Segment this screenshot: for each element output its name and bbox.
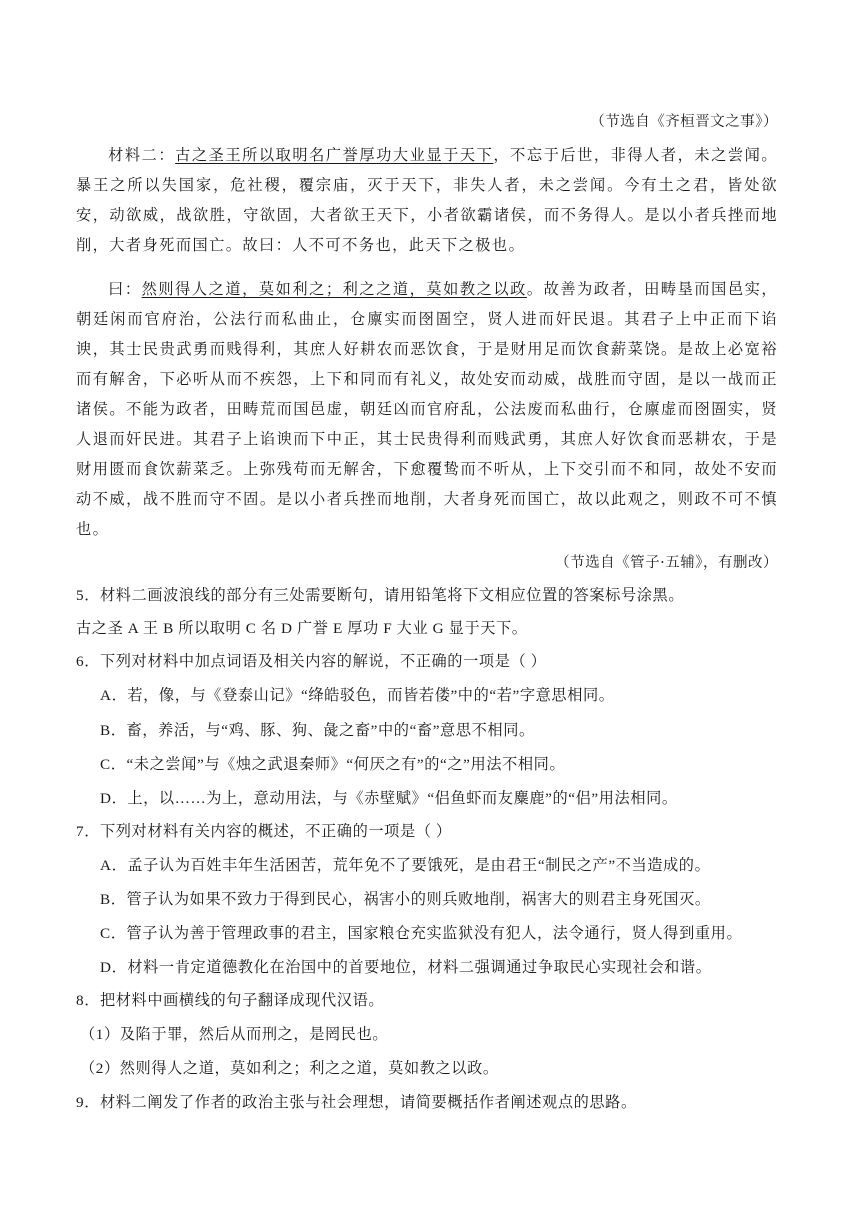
- material-2-text: ，不忘于后世，非得人者，未之尝闻。暴王之所以失国家，危社稷，覆宗庙，灭于天下，非失人者，未之尝闻。今有土之君，皆处欲安，动欲威，战欲胜，守欲固，大者欲王天下，小者欲霸诸侯，而不务得人。是以小者兵挫而地削，大者身死而国亡。故曰：人不可不务也，此天下之极也。: [76, 146, 778, 254]
- question-6: 6．下列对材料中加点词语及相关内容的解说，不正确的一项是（ ）: [76, 653, 547, 670]
- source-citation-2: （节选自《管子·五辅》，有删改）: [555, 555, 778, 571]
- material-2-label: 材料二：: [108, 146, 176, 164]
- question-6-option-a: A．若，像，与《登泰山记》“绛皓驳色，而皆若偻”中的“若”字意思相同。: [100, 687, 615, 704]
- material-2-underlined: 古之圣王所以取明名广誉厚功大业显于天下: [175, 146, 494, 164]
- question-8: 8．把材料中画横线的句子翻译成现代汉语。: [76, 992, 385, 1009]
- question-7-option-d: D．材料一肯定道德教化在治国中的首要地位，材料二强调通过争取民心实现社会和谐。: [100, 959, 712, 976]
- question-9: 9．材料二阐发了作者的政治主张与社会理想，请简要概括作者阐述观点的思路。: [76, 1094, 637, 1111]
- question-6-option-b: B．畜，养活，与“鸡、豚、狗、彘之畜”中的“畜”意思不相同。: [100, 722, 535, 739]
- question-5-sentence: 古之圣 A 王 B 所以取明 C 名 D 广誉 E 厚功 F 大业 G 显于天下。: [76, 620, 528, 637]
- question-6-option-d: D．上，以……为上，意动用法，与《赤壁赋》“侣鱼虾而友麋鹿”的“侣”用法相同。: [100, 790, 678, 807]
- source-citation-1: （节选自《齐桓晋文之事》）: [590, 114, 778, 130]
- question-8-part-2: （2）然则得人之道，莫如利之；利之之道，莫如教之以政。: [80, 1060, 499, 1077]
- material-2b-prefix: 曰：: [108, 280, 142, 298]
- material-2-paragraph: [76, 140, 778, 260]
- question-7-option-c: C．管子认为善于管理政事的君主，国家粮仓充实监狱没有犯人，法令通行，贤人得到重用。: [100, 925, 743, 942]
- material-2b-paragraph: [76, 274, 778, 544]
- question-7-option-a: A．孟子认为百姓丰年生活困苦，荒年免不了要饿死，是由君王“制民之产”不当造成的。: [100, 857, 711, 874]
- question-8-part-1: （1）及陷于罪，然后从而刑之，是罔民也。: [80, 1026, 389, 1043]
- question-6-option-c: C．“未之尝闻”与《烛之武退秦师》“何厌之有”的“之”用法不相同。: [100, 756, 566, 773]
- question-7: 7．下列对材料有关内容的概述，不正确的一项是（ ）: [76, 823, 452, 840]
- question-5: 5．材料二画波浪线的部分有三处需要断句，请用铅笔将下文相应位置的答案标号涂黑。: [76, 587, 685, 604]
- question-7-option-b: B．管子认为如果不致力于得到民心，祸害小的则兵败地削，祸害大的则君主身死国灭。: [100, 891, 711, 908]
- material-2b-text: 。故善为政者，田畴垦而国邑实，朝廷闲而官府治，公法行而私曲止，仓廪实而囹圄空，贤人进而奸民退。其君子上中正而下谄谀，其士民贵武勇而贱得利，其庶人好耕农而恶饮食，于是财用足而饮食薪菜饶。是故上必宽裕而有解舍，下必听从而不疾怨，上下和同而有礼义，故处安而动威，战胜而守固，是以一战而正诸侯。不能为政者，田畴荒而国邑虚，朝廷凶而官府乱，公法废而私曲行，仓廪虚而囹圄实，贤人退而奸民进。其君子上谄谀而下中正，其士民贵得利而贱武勇，其庶人好饮食而恶耕农，于是财用匮而食饮薪菜乏。上弥残苟而无解舍，下愈覆鸷而不听从，上下交引而不和同，故处不安而动不威，战不胜而守不固。是以小者兵挫而地削，大者身死而国亡，故以此观之，则政不可不慎也。: [76, 280, 779, 538]
- material-2b-underlined: 然则得人之道，莫如利之；利之之道，莫如教之以政: [141, 280, 527, 298]
